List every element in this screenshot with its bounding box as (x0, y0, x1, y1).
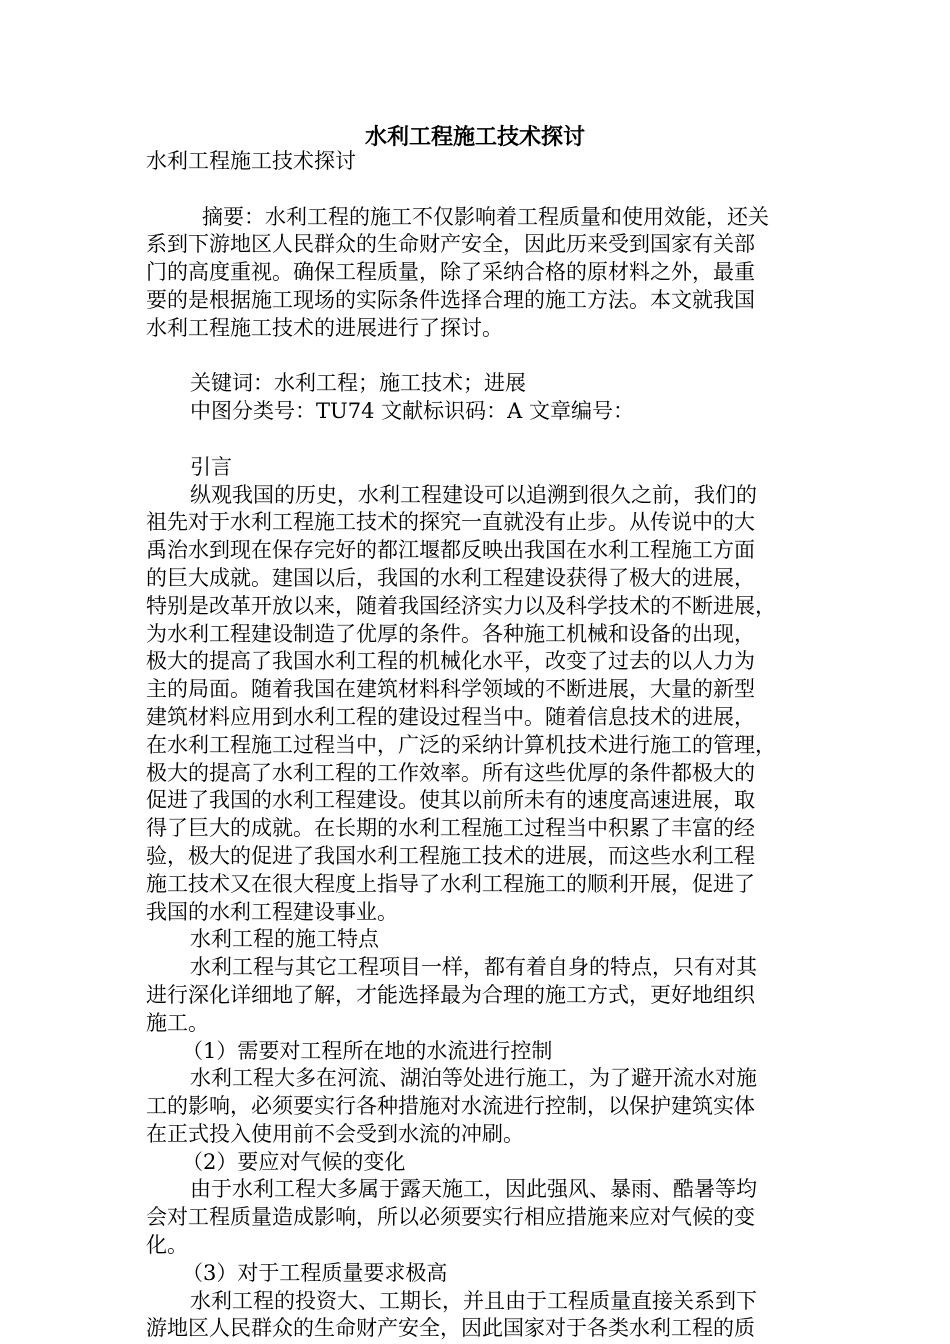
document-subtitle: 水利工程施工技术探讨 (146, 149, 356, 173)
point2-line: 由于水利工程大多属于露天施工，因此强风、暴雨、酷暑等均 (190, 1177, 757, 1202)
point3-heading: （3）对于工程质量要求极高 (182, 1260, 448, 1285)
classification-line: 中图分类号：TU74 文献标识码：A 文章编号： (190, 399, 634, 424)
intro-line: 禹治水到现在保存完好的都江堰都反映出我国在水利工程施工方面 (146, 538, 755, 563)
point2-paragraph (146, 1176, 806, 1259)
point1-paragraph (146, 1065, 806, 1148)
intro-line: 极大的提高了水利工程的工作效率。所有这些优厚的条件都极大的 (146, 760, 755, 785)
abstract-line: 门的高度重视。确保工程质量，除了采纳合格的原材料之外，最重 (146, 260, 755, 285)
spacer (146, 426, 806, 454)
spacer (146, 343, 806, 371)
document-body (146, 148, 806, 1343)
point1-line: 工的影响，必须要实行各种措施对水流进行控制，以保护建筑实体 (146, 1094, 755, 1119)
abstract-paragraph (146, 204, 806, 343)
intro-line: 极大的提高了我国水利工程的机械化水平，改变了过去的以人力为 (146, 649, 755, 674)
intro-heading: 引言 (190, 454, 232, 479)
intro-line: 特别是改革开放以来，随着我国经济实力以及科学技术的不断进展， (146, 593, 776, 618)
point2-line: 化。 (146, 1233, 188, 1258)
intro-line: 主的局面。随着我国在建筑材料科学领域的不断进展，大量的新型 (146, 677, 755, 702)
point1-heading: （1）需要对工程所在地的水流进行控制 (182, 1038, 553, 1063)
abstract-line: 系到下游地区人民群众的生命财产安全，因此历来受到国家有关部 (146, 232, 755, 257)
document-title: 水利工程施工技术探讨 (364, 124, 585, 150)
intro-line: 我国的水利工程建设事业。 (146, 899, 398, 924)
point2-line: 会对工程质量造成影响，所以必须要实行相应措施来应对气候的变 (146, 1205, 755, 1230)
spacer (146, 176, 806, 204)
intro-line: 祖先对于水利工程施工技术的探究一直就没有止步。从传说中的大 (146, 510, 755, 535)
intro-paragraph (146, 482, 806, 927)
features-paragraph (146, 954, 806, 1037)
abstract-line: 水利工程施工技术的进展进行了探讨。 (146, 315, 503, 340)
intro-line: 促进了我国的水利工程建设。使其以前所未有的速度高速进展，取 (146, 788, 755, 813)
point2-heading: （2）要应对气候的变化 (182, 1149, 406, 1174)
intro-line: 为水利工程建设制造了优厚的条件。各种施工机械和设备的出现， (146, 621, 755, 646)
features-line: 施工。 (146, 1010, 209, 1035)
intro-line: 得了巨大的成就。在长期的水利工程施工过程当中积累了丰富的经 (146, 816, 755, 841)
point1-line: 在正式投入使用前不会受到水流的冲刷。 (146, 1121, 524, 1146)
point3-line: 水利工程的投资大、工期长，并且由于工程质量直接关系到下 (190, 1288, 757, 1313)
point3-line: 游地区人民群众的生命财产安全，因此国家对于各类水利工程的质 (146, 1316, 755, 1341)
keywords-line: 关键词：水利工程；施工技术；进展 (190, 371, 526, 396)
features-heading: 水利工程的施工特点 (190, 927, 379, 952)
intro-line: 施工技术又在很大程度上指导了水利工程施工的顺利开展，促进了 (146, 871, 755, 896)
intro-line: 纵观我国的历史，水利工程建设可以追溯到很久之前，我们的 (190, 482, 757, 507)
point1-line: 水利工程大多在河流、湖泊等处进行施工，为了避开流水对施 (190, 1066, 757, 1091)
features-line: 进行深化详细地了解，才能选择最为合理的施工方式，更好地组织 (146, 982, 755, 1007)
point3-paragraph (146, 1288, 806, 1344)
abstract-line: 要的是根据施工现场的实际条件选择合理的施工方法。本文就我国 (146, 287, 755, 312)
intro-line: 的巨大成就。建国以后，我国的水利工程建设获得了极大的进展， (146, 565, 755, 590)
intro-line: 建筑材料应用到水利工程的建设过程当中。随着信息技术的进展， (146, 704, 755, 729)
intro-line: 在水利工程施工过程当中，广泛的采纳计算机技术进行施工的管理， (146, 732, 776, 757)
intro-line: 验，极大的促进了我国水利工程施工技术的进展，而这些水利工程 (146, 843, 755, 868)
features-line: 水利工程与其它工程项目一样，都有着自身的特点，只有对其 (190, 955, 757, 980)
abstract-line: 摘要：水利工程的施工不仅影响着工程质量和使用效能，还关 (202, 204, 769, 229)
